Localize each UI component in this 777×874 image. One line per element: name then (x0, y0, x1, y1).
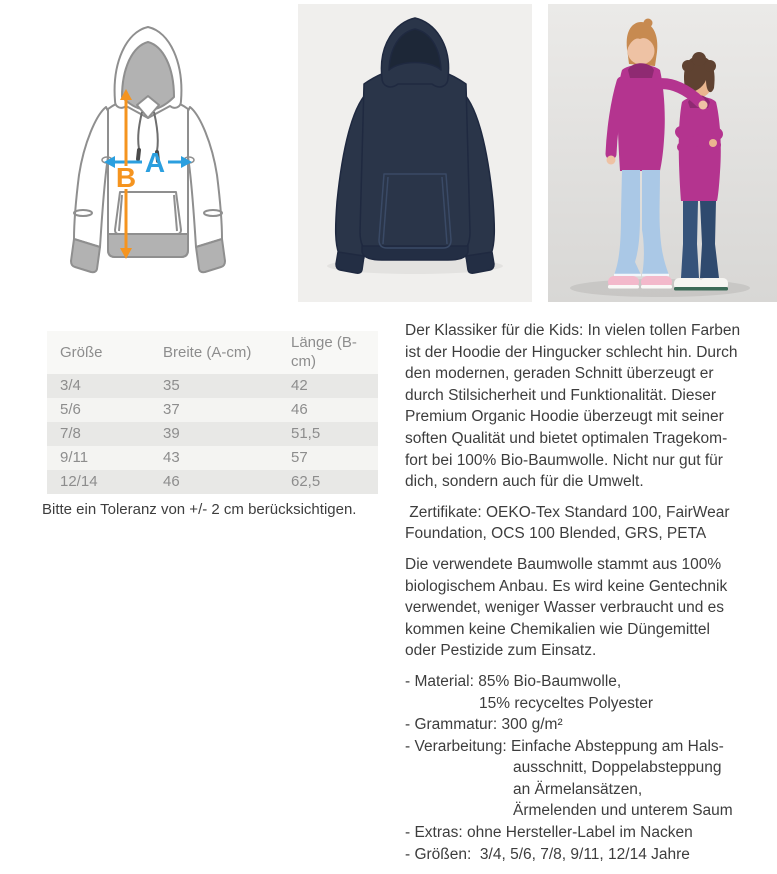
cell-width: 43 (163, 449, 180, 466)
cuff-left (336, 252, 364, 273)
kids-wearing-hoodies-image (548, 4, 777, 302)
hoodie-line-drawing-icon (58, 16, 290, 300)
sleeve-right (188, 107, 222, 247)
cell-length: 57 (291, 449, 308, 466)
product-description (405, 320, 777, 874)
cell-size: 7/8 (60, 425, 81, 442)
cell-size: 9/11 (60, 449, 89, 466)
cell-size: 3/4 (60, 377, 81, 394)
description-paragraph-certificates: Zertifikate: OEKO-Tex Standard 100, FairWear Foundation, OCS 100 Blended, GRS, PETA (405, 503, 730, 543)
sleeve-left (74, 107, 108, 247)
table-row (47, 398, 378, 422)
girl-hand-left (607, 156, 616, 165)
cell-width: 46 (163, 473, 180, 490)
cell-length: 51,5 (291, 425, 321, 442)
table-row (47, 374, 378, 398)
girl-hand-right (699, 101, 708, 110)
table-row (47, 446, 378, 470)
col-header-length: Länge (B-cm) (291, 334, 357, 370)
drawstring-tip-left (138, 150, 139, 159)
cell-length: 46 (291, 401, 308, 418)
measure-label-a: A (144, 147, 166, 178)
detail-verarbeitung-cont-3: Ärmelenden und unterem Saum (513, 802, 733, 820)
detail-verarbeitung-cont-1: ausschnitt, Doppelabsteppung (513, 759, 722, 777)
boy-jeans-left-leg (681, 201, 699, 278)
detail-verarbeitung-cont-2: an Ärmelansätzen, (513, 780, 643, 798)
cell-width: 35 (163, 377, 180, 394)
detail-material: - Material: 85% Bio-Baumwolle, (405, 672, 622, 690)
hem-band (108, 234, 188, 257)
tolerance-note: Bitte ein Toleranz von +/- 2 cm berücksichtigen. (42, 501, 357, 518)
cell-width: 39 (163, 425, 180, 442)
table-row (47, 470, 378, 494)
model-photo-kids[interactable] (548, 4, 777, 302)
description-paragraph-cotton: Die verwendete Baumwolle stammt aus 100% biologischem Anbau. Es wird keine Gentechnik verwendet, weniger Wasser verbraucht und es kommen keine Chemikalien wie Düngemittel oder Pestizide zum Einsatz. (405, 555, 728, 660)
cuff-right (466, 252, 494, 273)
table-row (47, 422, 378, 446)
navy-hoodie-image (298, 4, 532, 302)
detail-extras: - Extras: ohne Hersteller-Label im Nacken (405, 824, 693, 842)
hoodie-body (360, 67, 470, 259)
description-detail-list (405, 671, 777, 865)
size-table (47, 331, 378, 494)
measure-label-b: B (115, 162, 137, 193)
cell-size: 5/6 (60, 401, 81, 418)
girl-topknot (644, 19, 653, 28)
size-table-header-row (47, 331, 378, 374)
cell-length: 62,5 (291, 473, 321, 490)
col-header-size: Größe (60, 343, 103, 361)
col-header-width: Breite (A-cm) (163, 343, 252, 361)
cell-length: 42 (291, 377, 308, 394)
product-photo-navy-hoodie[interactable] (298, 4, 532, 302)
boy-hand (709, 139, 717, 147)
size-measurement-diagram (58, 16, 290, 300)
detail-grammatur: - Grammatur: 300 g/m² (405, 716, 563, 734)
detail-verarbeitung: - Verarbeitung: Einfache Absteppung am Hals- (405, 737, 724, 755)
cell-width: 37 (163, 401, 180, 418)
detail-material-cont: 15% recyceltes Polyester (479, 694, 654, 712)
cell-size: 12/14 (60, 473, 98, 490)
description-paragraph-intro: Der Klassiker für die Kids: In vielen tollen Farben ist der Hoodie der Hingucker schlecht hin. Durch den modernen, geraden Schnitt überzeugt er durch Stilsicherheit und Funktionalität. Dieser Premium Organic Hoodie überzeugt mit seiner soften Qualität und bietet optimalen Tragekom- fort bei 100% Bio-Baumwolle. Nicht nur gut für dich, sondern auch für die Umwelt. (405, 322, 741, 491)
detail-groessen: - Größen: 3/4, 5/6, 7/8, 9/11, 12/14 Jahre (405, 845, 690, 863)
